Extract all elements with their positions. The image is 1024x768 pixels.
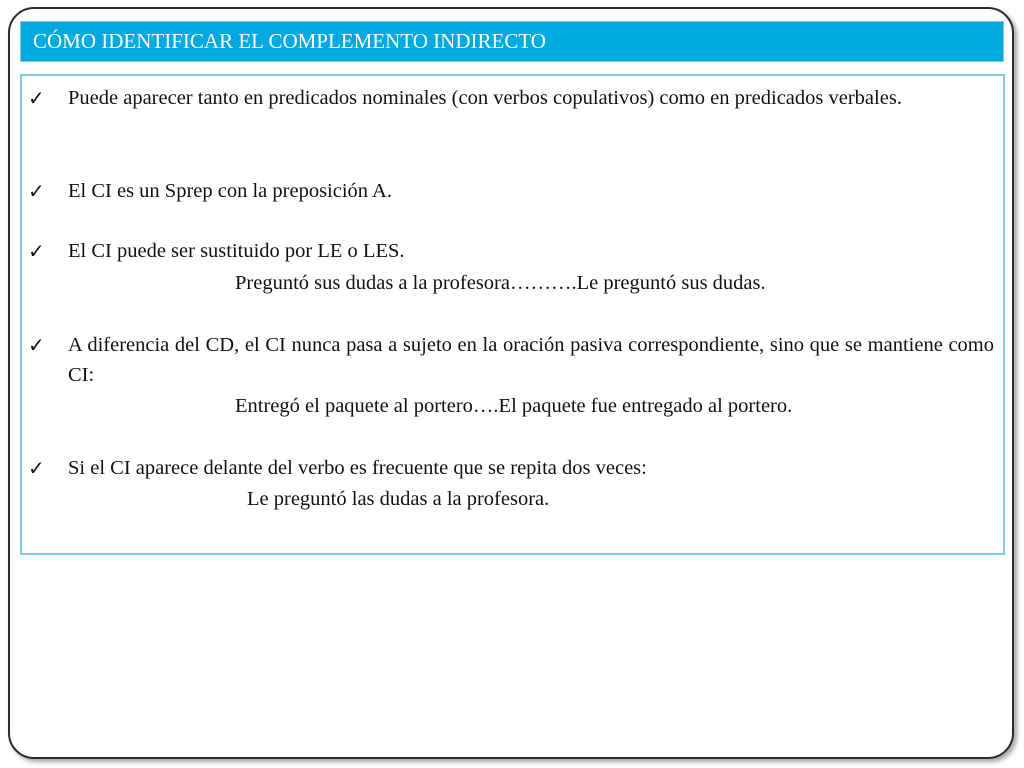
bullet-text: El CI puede ser sustituido por LE o LES. — [68, 240, 405, 262]
example-sentence: Le preguntó las dudas a la profesora. — [247, 488, 550, 510]
example-sentence: Entregó el paquete al portero….El paquete fue entregado al portero. — [235, 395, 793, 417]
bullet-text: A diferencia del CD, el CI nunca pasa a sujeto en la oración pasiva correspondiente, sino que se mantiene como CI: — [68, 334, 994, 386]
slide-title: CÓMO IDENTIFICAR EL COMPLEMENTO INDIRECTO — [20, 21, 1004, 62]
example-sentence: Preguntó sus dudas a la profesora……….Le preguntó sus dudas. — [235, 272, 766, 294]
bullet-text: El CI es un Sprep con la preposición A. — [68, 180, 392, 202]
checkmark-icon: ✓ — [28, 86, 45, 110]
checkmark-icon: ✓ — [28, 239, 45, 263]
checkmark-icon: ✓ — [28, 333, 45, 357]
checkmark-icon: ✓ — [28, 179, 45, 203]
bullet-text: Puede aparecer tanto en predicados nominales (con verbos copulativos) como en predicados verbales. — [68, 87, 902, 109]
checkmark-icon: ✓ — [28, 456, 45, 480]
bullet-text: Si el CI aparece delante del verbo es frecuente que se repita dos veces: — [68, 457, 647, 479]
